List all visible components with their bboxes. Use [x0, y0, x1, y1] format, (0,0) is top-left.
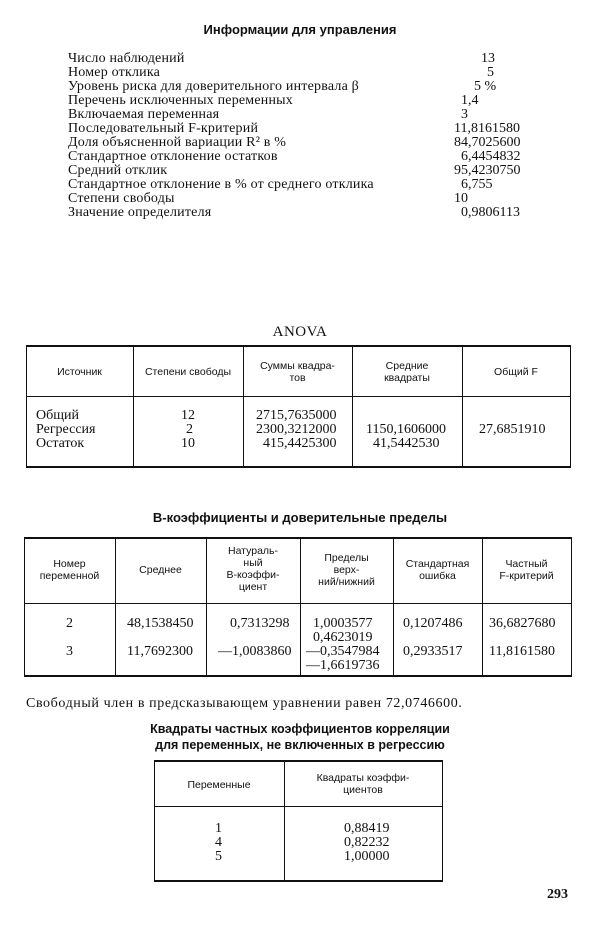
coef-se: 0,2933517 [403, 644, 463, 659]
anova-ss: 2715,7635000 [256, 408, 337, 423]
info-value: 13 [481, 51, 495, 66]
anova-header-ss: Суммы квадра- тов [260, 360, 335, 384]
free-term-text: Свободный член в предсказывающем уравнении равен 72,0746600. [26, 696, 463, 711]
info-label: Последовательный F-критерий [68, 121, 259, 136]
anova-title: ANOVA [272, 324, 328, 340]
info-value: 95,4230750 [454, 163, 521, 178]
anova-source: Остаток [36, 436, 85, 451]
anova-df: 10 [181, 436, 195, 451]
info-value: 84,7025600 [454, 135, 521, 150]
info-label: Уровень риска для доверительного интервала β [68, 79, 360, 94]
coefficients-title: B-коэффициенты и доверительные пределы [152, 510, 448, 525]
coef-f: 36,6827680 [489, 616, 556, 631]
anova-ms: 41,5442530 [373, 436, 440, 451]
coef-b: —1,0083860 [218, 644, 292, 659]
coef-header-f: Частный F-критерий [499, 558, 554, 582]
anova-f: 27,6851910 [479, 422, 546, 437]
coef-upper: —0,3547984 [306, 644, 380, 659]
info-label: Включаемая переменная [68, 107, 220, 122]
coef-b: 0,7313298 [230, 616, 290, 631]
partial-corr-title-1: Квадраты частных коэффициентов корреляции [150, 722, 450, 736]
info-value: 10 [454, 191, 468, 206]
info-value: 0,9806113 [461, 205, 520, 220]
info-value: 11,8161580 [454, 121, 520, 136]
coef-header-b: Натураль- ный B-коэффи- циент [226, 545, 280, 593]
coef-header-limits: Пределы верх- ний/нижний [318, 552, 375, 588]
info-label: Значение определителя [68, 205, 212, 220]
partial-val: 0,82232 [344, 835, 390, 850]
partial-corr-title-2: для переменных, не включенных в регрессию [155, 738, 445, 752]
info-label: Средний отклик [68, 163, 168, 178]
partial-var: 4 [215, 835, 222, 850]
anova-ss: 2300,3212000 [256, 422, 337, 437]
info-label: Стандартное отклонение в % от среднего отклика [68, 177, 374, 192]
coef-mean: 48,1538450 [127, 616, 194, 631]
info-label: Перечень исключенных переменных [68, 93, 293, 108]
partial-header-var: Переменные [187, 779, 251, 791]
info-value: 5 [487, 65, 494, 80]
coef-num: 3 [66, 644, 73, 659]
info-label: Степени свободы [68, 191, 175, 206]
coef-header-mean: Среднее [139, 564, 182, 576]
coef-header-se: Стандартная ошибка [405, 558, 470, 582]
partial-var: 1 [215, 821, 222, 836]
info-value: 1,4 [461, 93, 479, 108]
anova-ss: 415,4425300 [263, 436, 337, 451]
anova-header-source: Источник [57, 366, 102, 378]
partial-val: 1,00000 [344, 849, 390, 864]
anova-df: 12 [181, 408, 195, 423]
coef-lower: —1,6619736 [306, 658, 380, 673]
page-number: 293 [547, 887, 568, 902]
anova-header-f: Общий F [494, 366, 538, 378]
info-value: 6,755 [461, 177, 493, 192]
coef-lower: 0,4623019 [313, 630, 373, 645]
anova-header-df: Степени свободы [144, 366, 232, 378]
anova-header-ms: Средние квадраты [384, 360, 430, 384]
anova-ms: 1150,1606000 [366, 422, 446, 437]
coef-f: 11,8161580 [489, 644, 555, 659]
info-value: 5 % [474, 79, 497, 94]
control-info-title: Информации для управления [203, 22, 397, 37]
info-label: Номер отклика [68, 65, 161, 80]
coef-mean: 11,7692300 [127, 644, 193, 659]
partial-var: 5 [215, 849, 222, 864]
info-label: Число наблюдений [68, 51, 185, 66]
info-value: 6,4454832 [461, 149, 521, 164]
anova-df: 2 [186, 422, 193, 437]
coef-upper: 1,0003577 [313, 616, 373, 631]
anova-source: Регрессия [36, 422, 96, 437]
info-label: Стандартное отклонение остатков [68, 149, 278, 164]
coef-num: 2 [66, 616, 73, 631]
info-label: Доля объясненной вариации R² в % [68, 135, 287, 150]
coef-header-num: Номер переменной [39, 558, 100, 582]
partial-header-val: Квадраты коэффи- циентов [316, 772, 410, 796]
anova-source: Общий [36, 408, 79, 423]
coef-se: 0,1207486 [403, 616, 463, 631]
info-value: 3 [461, 107, 468, 122]
partial-val: 0,88419 [344, 821, 390, 836]
